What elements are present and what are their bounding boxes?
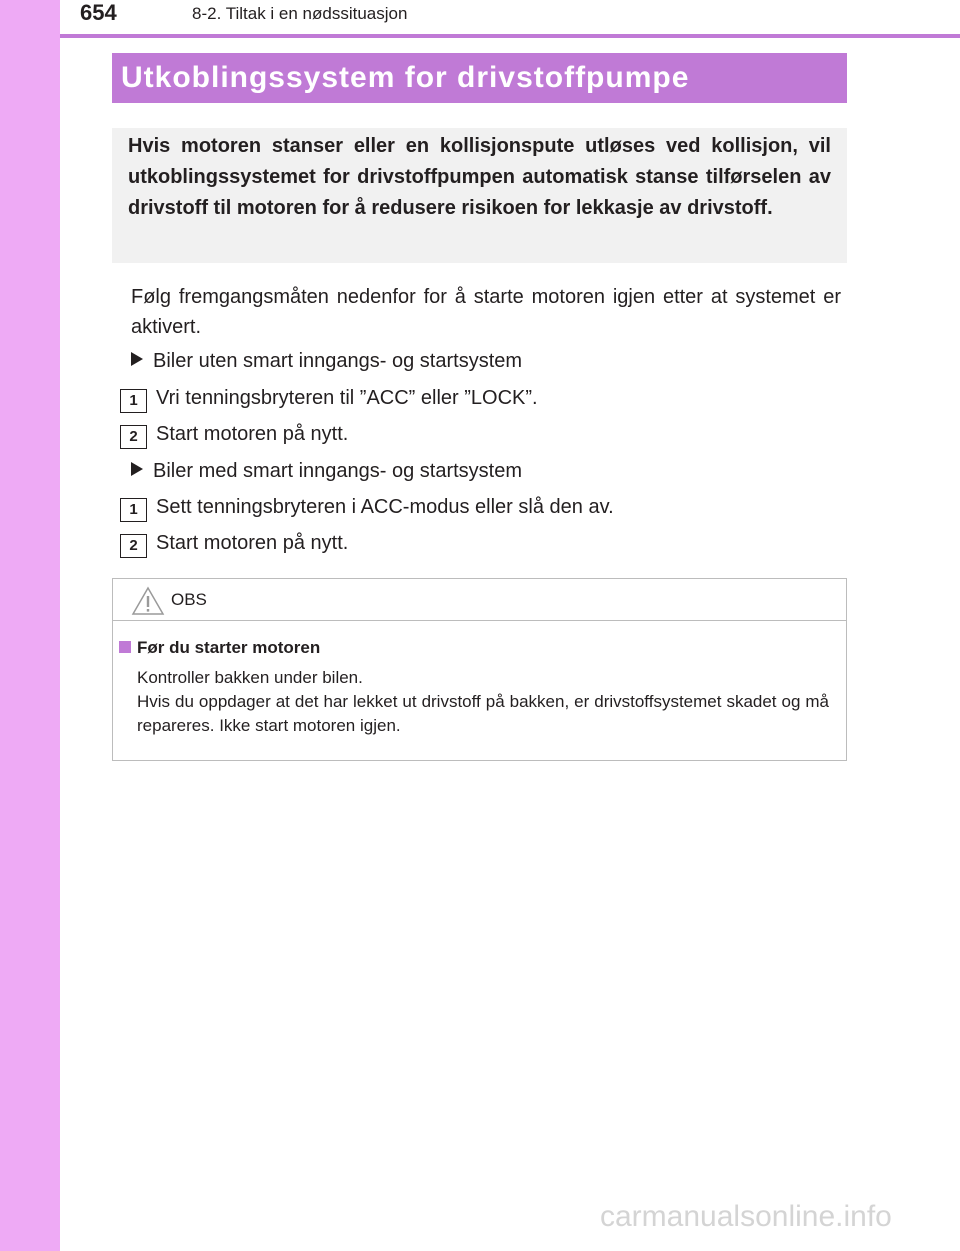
variant-heading-with-smart xyxy=(131,460,522,483)
notice-text xyxy=(137,666,829,738)
step-number-badge: 1 xyxy=(120,389,147,413)
section-title: Utkoblingssystem for drivstoffpumpe xyxy=(121,61,690,94)
intro-text: Følg fremgangsmåten nedenfor for å starte motoren igjen etter at systemet er aktivert. xyxy=(131,286,841,338)
left-margin-strip xyxy=(0,0,60,1251)
chapter-heading: 8-2. Tiltak i en nødssituasjon xyxy=(192,4,408,23)
watermark: carmanualsonline.info xyxy=(600,1200,892,1233)
notice-subheading xyxy=(119,638,320,658)
notice-subheading-label: Før du starter motoren xyxy=(137,638,321,657)
step-number-badge: 2 xyxy=(120,425,147,449)
summary-text: Hvis motoren stanser eller en kollisjonspute utløses ved kollisjon, vil utkoblingssystemet for drivstoffpumpen automatisk stanse tilførselen av drivstoff til motoren for å redusere risikoen for lekkasje av drivstoff. xyxy=(128,135,831,219)
variant-heading-label: Biler med smart inngangs- og startsystem xyxy=(153,460,523,482)
step-text: Start motoren på nytt. xyxy=(156,532,349,554)
summary-box xyxy=(112,128,847,263)
triangle-bullet-icon xyxy=(131,352,143,366)
variant-heading-label: Biler uten smart inngangs- og startsystem xyxy=(153,350,523,372)
notice-header xyxy=(113,579,846,621)
warning-triangle-icon xyxy=(131,586,165,616)
notice-label: OBS xyxy=(171,590,207,609)
variant-heading-without-smart xyxy=(131,350,522,373)
step-number-badge: 1 xyxy=(120,498,147,522)
notice-line: Hvis du oppdager at det har lekket ut drivstoff på bakken, er drivstoffsystemet skadet og må repareres. Ikke start motoren igjen. xyxy=(137,692,829,735)
header-rule xyxy=(60,34,960,38)
square-bullet-icon xyxy=(119,641,131,653)
page-number: 654 xyxy=(80,0,117,25)
notice-box xyxy=(112,578,847,761)
triangle-bullet-icon xyxy=(131,462,143,476)
step-text: Start motoren på nytt. xyxy=(156,423,349,445)
step-text: Vri tenningsbryteren til ”ACC” eller ”LOCK”. xyxy=(156,387,538,409)
step-number-badge: 2 xyxy=(120,534,147,558)
step-text: Sett tenningsbryteren i ACC-modus eller slå den av. xyxy=(156,496,614,518)
notice-line: Kontroller bakken under bilen. xyxy=(137,668,363,687)
section-title-bar xyxy=(112,53,847,103)
